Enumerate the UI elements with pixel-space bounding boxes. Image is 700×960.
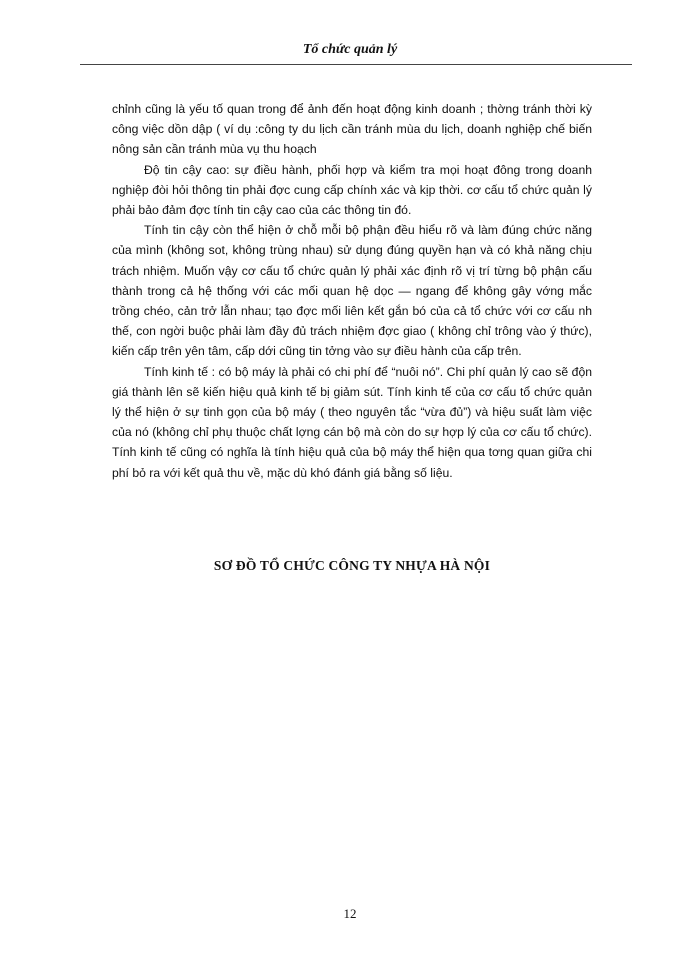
body-text [112,99,592,483]
paragraph-reliability-detail: Tính tin cậy còn thể hiện ở chỗ mỗi bộ phận đều hiểu rõ và làm đúng chức năng của mình (không sot, không trùng nhau) sử dụng đúng quyền hạn và có khả năng chịu trách nhiệm. Muốn vậy cơ cấu tổ chức quản lý phải xác định rõ vị trí từng bộ phận cấu thành trong cả hệ thống với các mối quan hệ dọc — ngang để không gây vớng mắc trồng chéo, cản trở lẫn nhau; tạo đợc mối liên kết gắn bó của cả tổ chức với cơ cấu nh thế, con ngời buộc phải làm đầy đủ trách nhiệm đợc giao ( không chỉ trông vào ý thức), kiến cấp trên yên tâm, cấp dới cũng tin tởng vào sự điều hành của cấp trên. [112,223,592,359]
page-number: 12 [343,906,357,921]
paragraph-continuation: chỉnh cũng là yếu tố quan trong để ảnh đến hoạt động kinh doanh ; thờng tránh thời kỳ công việc dồn dập ( ví dụ :công ty du lịch cần tránh mùa du lịch, doanh nghiệp chế biến nông sản cần tránh mùa vụ thu hoạch [112,102,592,157]
paragraph-economy: Tính kinh tế : có bộ máy là phải có chi phí để “nuôi nó”. Chi phí quản lý cao sẽ độn giá thành lên sẽ kiến hiệu quả kinh tế bị giảm sút. Tính kinh tế của cơ cấu tổ chức quản lý thể hiện ở sự tinh gọn của bộ máy ( theo nguyên tắc “vừa đủ”) và hiệu suất làm việc của nó (không chỉ phụ thuộc chất lợng cán bộ mà còn do sự hợp lý của cơ cấu tổ chức). Tính kinh tế cũng có nghĩa là tính hiệu quả của bộ máy thể hiện qua tơng quan giữa chi phí bỏ ra với kết quả thu về, mặc dù khó đánh giá bằng số liệu. [112,364,592,480]
running-header-title: Tổ chức quản lý [302,42,398,57]
paragraph-reliability: Độ tin cậy cao: sự điều hành, phối hợp và kiểm tra mọi hoạt đông trong doanh nghiệp đòi hỏi thông tin phải đợc cung cấp chính xác và kịp thời. cơ cấu tổ chức quản lý phải bảo đảm đợc tính tin cậy cao của các thông tin đó. [112,162,592,218]
org-chart-title: SƠ ĐỒ TỔ CHỨC CÔNG TY NHỰA HÀ NỘI [213,558,491,573]
header-divider [80,64,632,65]
